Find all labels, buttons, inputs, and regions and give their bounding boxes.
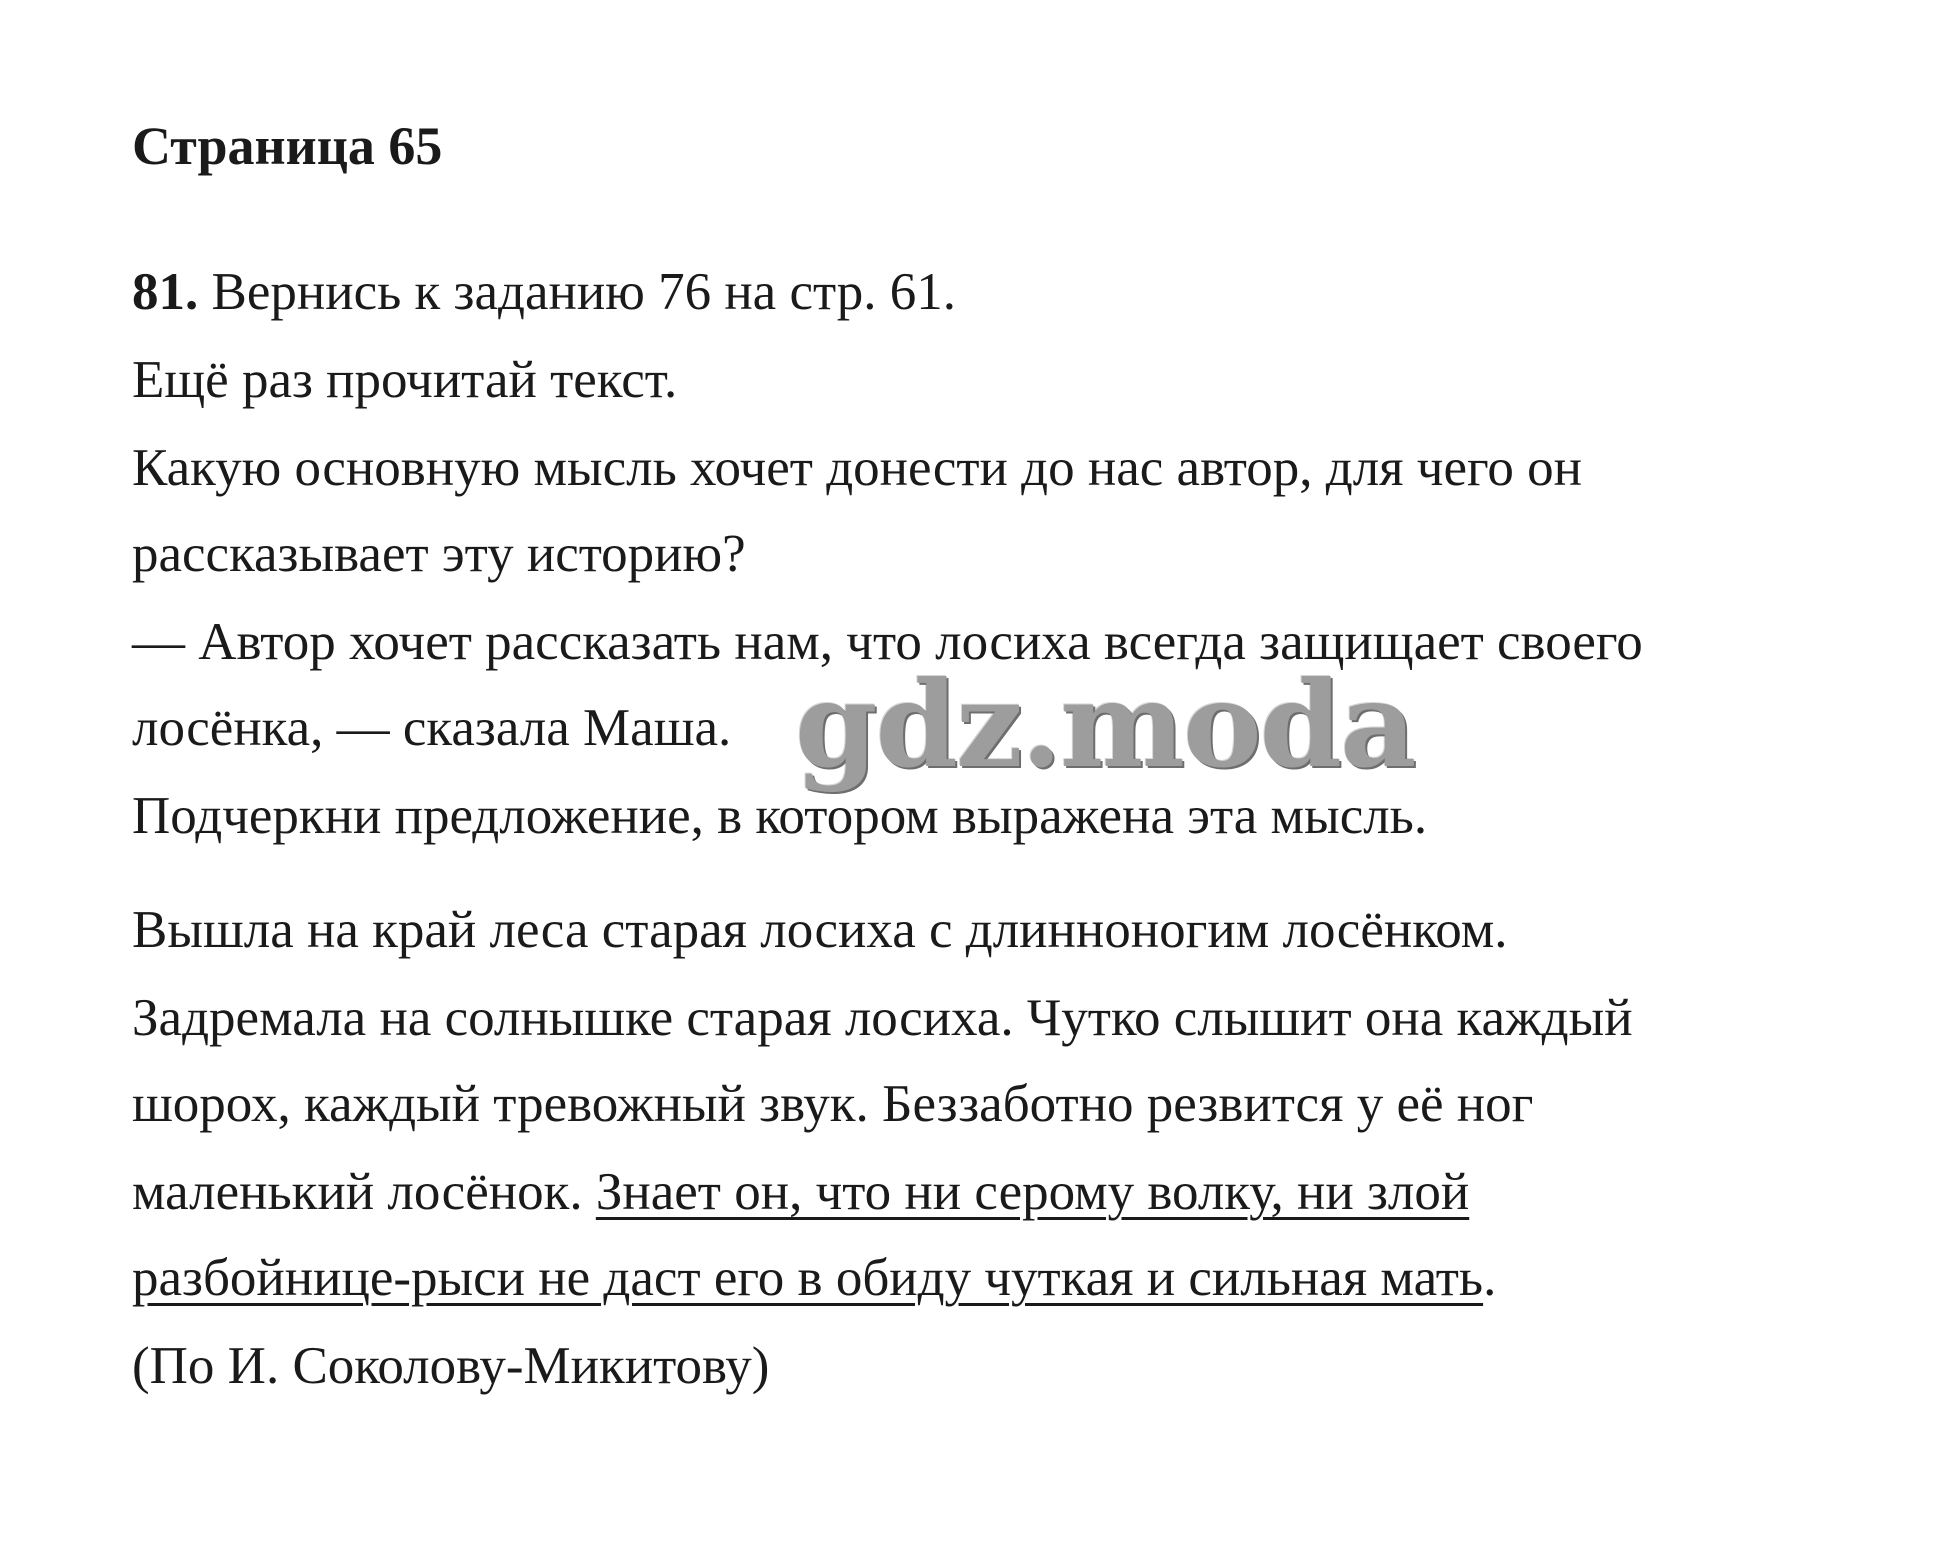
task-question-line-1: Какую основную мысль хочет донести до нас автор, для чего он: [132, 439, 1582, 497]
story-source: (По И. Соколову-Микитову): [132, 1337, 770, 1395]
story-line-3: шорох, каждый тревожный звук. Беззаботно резвится у её ног: [132, 1075, 1534, 1133]
underlined-sentence-part-1: Знает он, что ни серому волку, ни злой: [595, 1163, 1470, 1221]
task-read-again: Ещё раз прочитай текст.: [132, 351, 678, 409]
underline-instruction: Подчеркни предложение, в котором выражена эта мысль.: [132, 787, 1428, 845]
task-number: 81.: [132, 263, 199, 321]
story-line-1: Вышла на край леса старая лосиха с длинноногим лосёнком.: [132, 901, 1508, 959]
story-line-4: [132, 1162, 1469, 1222]
task-instruction: Вернись к заданию 76 на стр. 61.: [198, 263, 957, 321]
answer-line-1: — Автор хочет рассказать нам, что лосиха всегда защищает своего: [132, 613, 1643, 671]
story-line-2: Задремала на солнышке старая лосиха. Чутко слышит она каждый: [132, 989, 1633, 1047]
task-question-line-2: рассказывает эту историю?: [132, 525, 746, 583]
underlined-sentence-part-2: разбойнице-рыси не даст его в обиду чуткая и сильная мать: [132, 1249, 1484, 1307]
task-header-line: [132, 262, 956, 322]
page-title: Страница 65: [132, 116, 443, 176]
watermark-logo: gdz.moda: [795, 655, 1415, 794]
answer-line-2: лосёнка, — сказала Маша.: [132, 699, 732, 757]
story-line-4-plain: маленький лосёнок.: [132, 1163, 596, 1221]
story-line-5: [132, 1248, 1496, 1308]
story-line-5-end: .: [1483, 1249, 1497, 1307]
